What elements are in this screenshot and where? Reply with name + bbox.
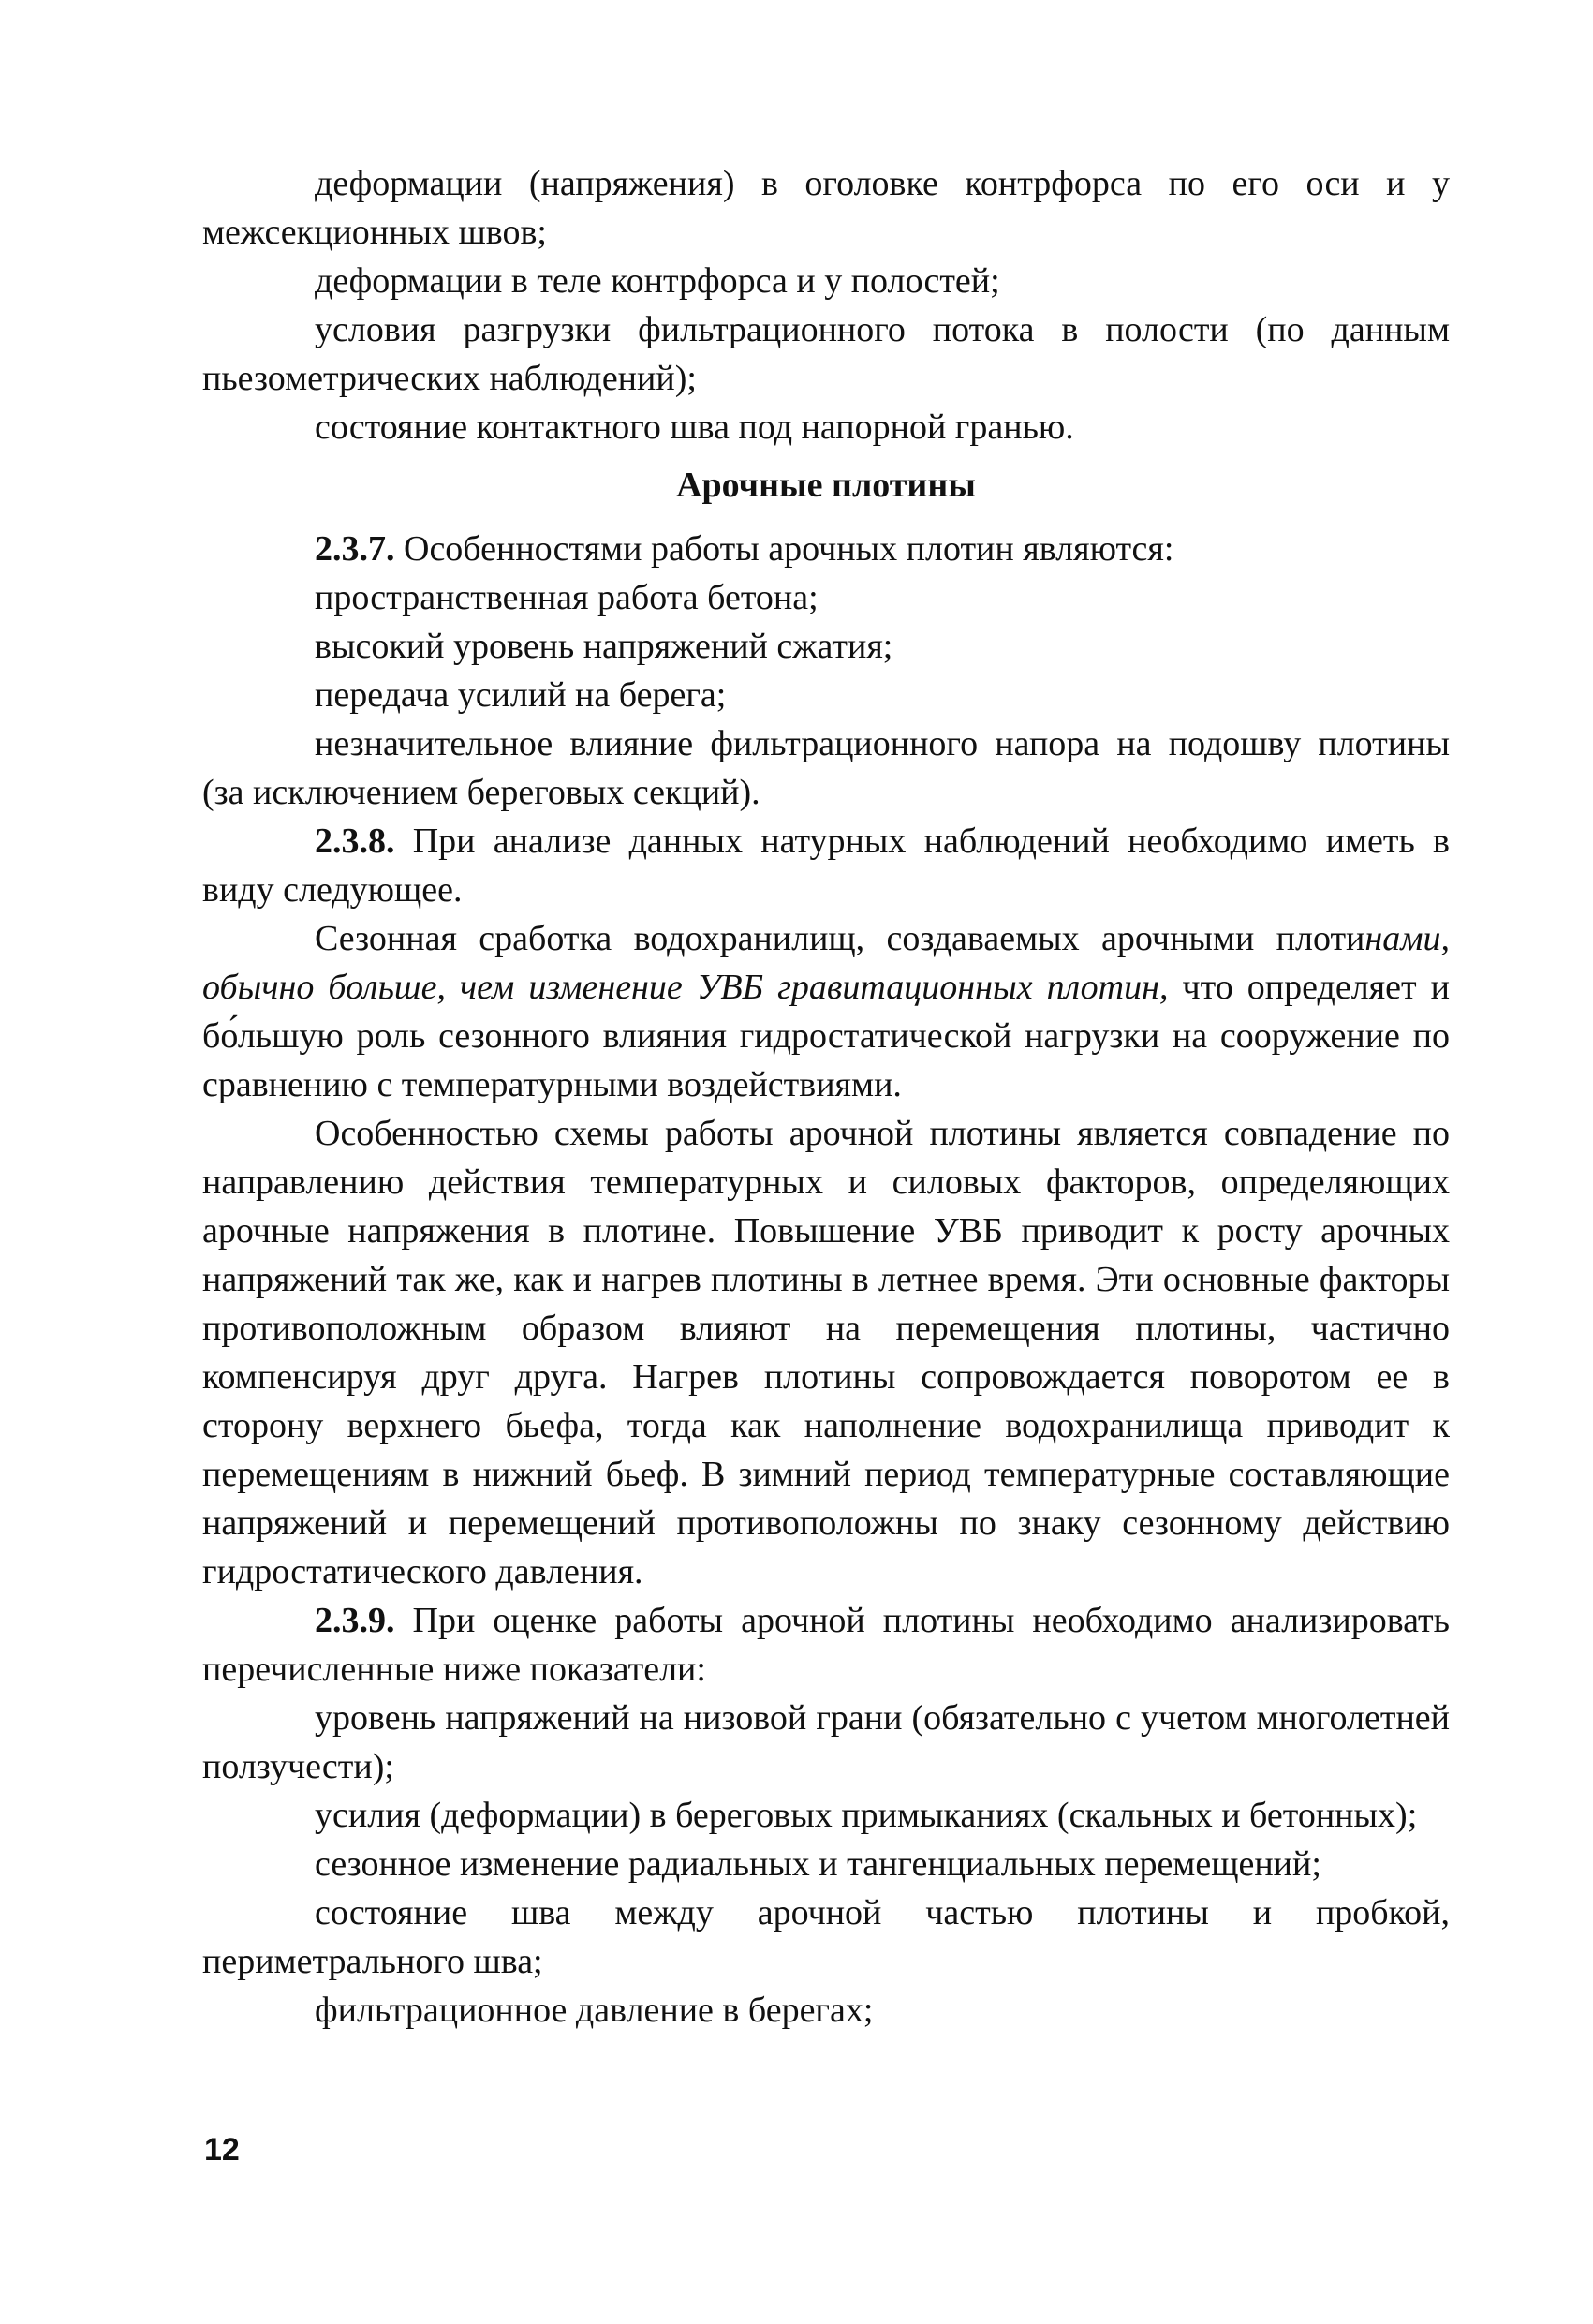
list-item: состояние контактного шва под напорной гранью. bbox=[315, 407, 1074, 447]
list-item: деформации (напряжения) в оголовке контрфорса по его оси и у межсекционных швов; bbox=[202, 164, 1450, 252]
document-page bbox=[202, 159, 1450, 2035]
list-item: сезонное изменение радиальных и тангенциальных перемещений; bbox=[315, 1844, 1321, 1884]
paragraph-text: что определяет и бо́льшую роль сезонного влияния гидростатической нагрузки на сооружение по сравнению с температурными воздействиями. bbox=[202, 968, 1450, 1104]
clause-number: 2.3.8. bbox=[315, 822, 395, 861]
list-item: уровень напряжений на низовой грани (обязательно с учетом многолетней ползучести); bbox=[202, 1698, 1450, 1786]
clause-number: 2.3.7. bbox=[315, 529, 395, 569]
list-item: состояние шва между арочной частью плотины и пробкой, периметрального шва; bbox=[202, 1893, 1450, 1981]
clause-text: При оценке работы арочной плотины необходимо анализировать перечисленные ниже показатели: bbox=[202, 1601, 1450, 1689]
clause-2-3-9 bbox=[202, 1596, 1450, 1694]
paragraph-scheme: Особенностью схемы работы арочной плотины является совпадение по направлению действия температурных и силовых факторов, определяющих арочные напряжения в плотине. Повышение УВБ приводит к росту арочных напряжений так же, как и нагрев плотины в летнее время. Эти основные факторы противоположным образом влияют на перемещения плотины, частично компенсируя друг друга. Нагрев плотины сопровождается поворотом ее в сторону верхнего бьефа, тогда как наполнение водохранилища приводит к перемещениям в нижний бьеф. В зимний период температурные составляющие напряжений и перемещений противоположны по знаку сезонному действию гидростатического давления. bbox=[202, 1114, 1450, 1591]
clause-number: 2.3.9. bbox=[315, 1601, 395, 1640]
list-item: пространственная работа бетона; bbox=[315, 578, 819, 617]
paragraph-text: Сезонная сработка водохранилищ, создаваемых арочными плоти bbox=[315, 919, 1365, 958]
list-item: деформации в теле контрфорса и у полостей; bbox=[315, 261, 1000, 301]
list-item: фильтрационное давление в берегах; bbox=[315, 1991, 874, 2030]
paragraph-italic-text: нами, обычно больше, чем изменение УВБ гравитационных плотин, bbox=[202, 919, 1450, 1007]
clause-2-3-8 bbox=[202, 817, 1450, 914]
clause-2-3-7 bbox=[202, 525, 1450, 573]
paragraph-seasonal bbox=[202, 914, 1450, 1109]
list-item: незначительное влияние фильтрационного напора на подошву плотины (за исключением береговых секций). bbox=[202, 724, 1450, 812]
clause-text: Особенностями работы арочных плотин являются: bbox=[394, 529, 1174, 569]
list-item: передача усилий на берега; bbox=[315, 675, 727, 715]
list-item: усилия (деформации) в береговых примыканиях (скальных и бетонных); bbox=[315, 1796, 1418, 1835]
clause-text: При анализе данных натурных наблюдений необходимо иметь в виду следующее. bbox=[202, 822, 1450, 910]
list-item: условия разгрузки фильтрационного потока в полости (по данным пьезометрических наблюдений); bbox=[202, 310, 1450, 398]
section-heading: Арочные плотины bbox=[676, 466, 976, 505]
page-number: 12 bbox=[204, 2132, 240, 2168]
list-item: высокий уровень напряжений сжатия; bbox=[315, 627, 893, 666]
